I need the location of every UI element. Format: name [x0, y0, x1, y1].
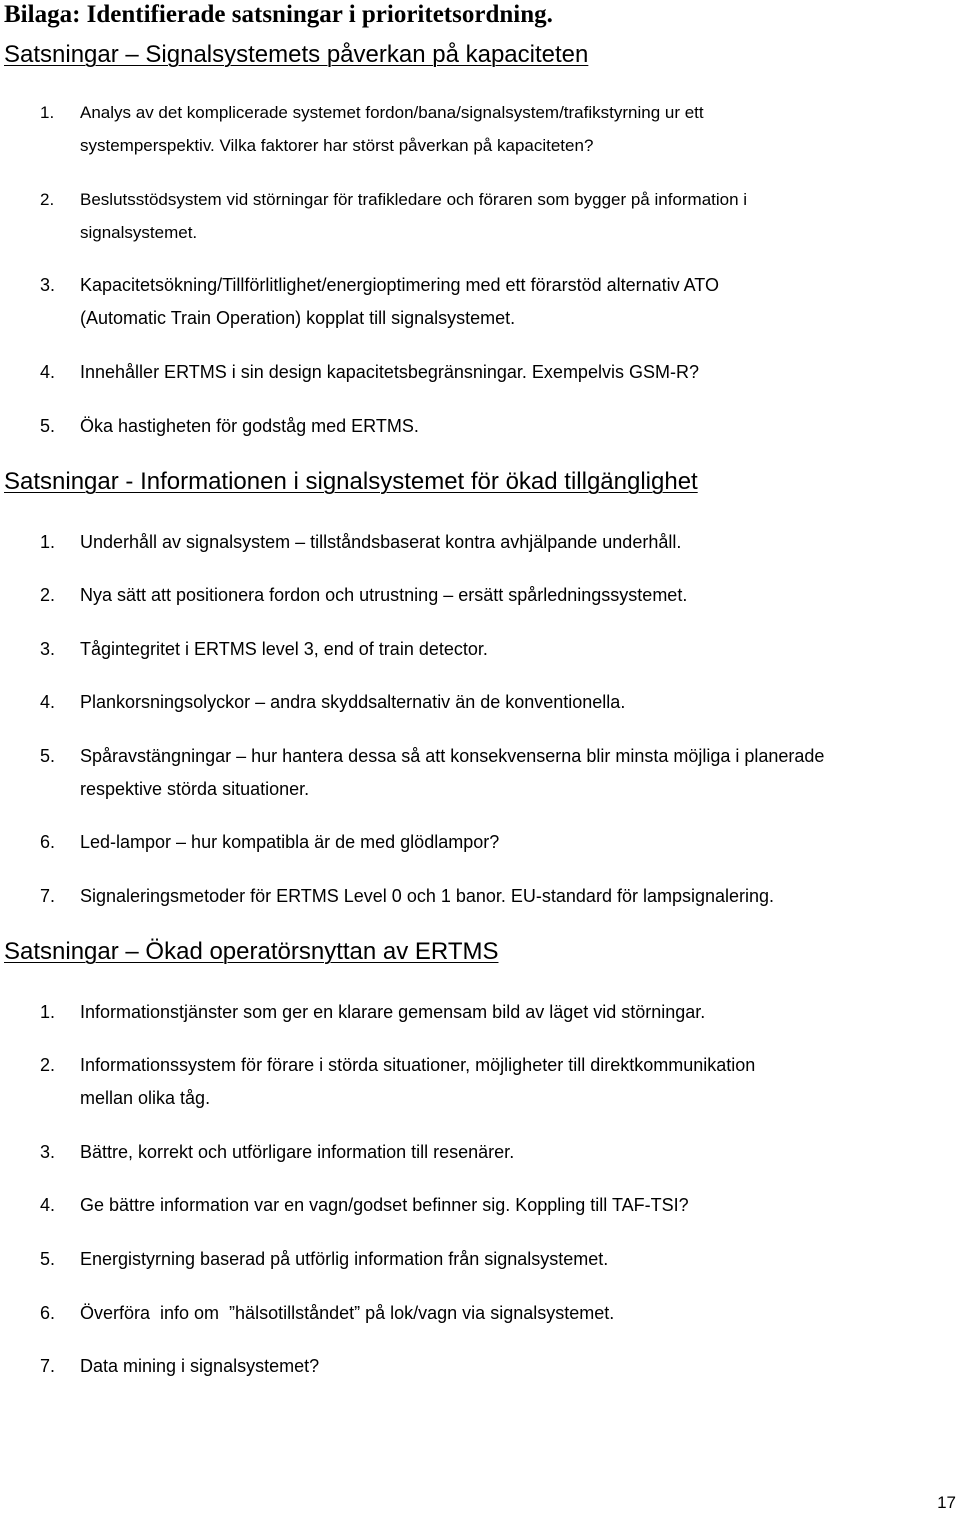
list-item: 4. Plankorsningsolyckor – andra skyddsalternativ än de konventionella. — [40, 692, 626, 712]
list-item: 4. Innehåller ERTMS i sin design kapacitetsbegränsningar. Exempelvis GSM-R? — [40, 362, 699, 382]
list-item: 3. Tågintegritet i ERTMS level 3, end of train detector. — [40, 639, 488, 659]
list-item: 6. Led-lampor – hur kompatibla är de med glödlampor? — [40, 832, 500, 852]
list-item: 2. Nya sätt att positionera fordon och utrustning – ersätt spårledningssystemet. — [40, 585, 688, 605]
section-heading-tillganglighet: Satsningar - Informationen i signalsystemet för ökad tillgänglighet — [4, 468, 698, 495]
section-heading-signalsystem-kapacitet: Satsningar – Signalsystemets påverkan på kapaciteten — [4, 41, 589, 68]
list-item: 5. Energistyrning baserad på utförlig information från signalsystemet. — [40, 1249, 609, 1269]
list-item: 1. Analys av det komplicerade systemet fordon/bana/signalsystem/trafikstyrning ur ett systemperspektiv. Vilka faktorer har störst påverkan på kapaciteten? — [40, 103, 704, 155]
list-item: 2. Informationssystem för förare i störda situationer, möjligheter till direktkommunikation mellan olika tåg. — [40, 1055, 756, 1108]
list-item: 5. Spåravstängningar – hur hantera dessa så att konsekvenserna blir minsta möjliga i planerade respektive störda situationer. — [40, 746, 825, 799]
page-number: 17 — [937, 1493, 956, 1512]
list-item: 6. Överföra info om ”hälsotillståndet” på lok/vagn via signalsystemet. — [40, 1303, 615, 1323]
list-item: 7. Signaleringsmetoder för ERTMS Level 0 och 1 banor. EU-standard för lampsignalering. — [40, 886, 775, 906]
list-item: 5. Öka hastigheten för godståg med ERTMS. — [40, 416, 419, 436]
list-item: 4. Ge bättre information var en vagn/godset befinner sig. Koppling till TAF-TSI? — [40, 1195, 689, 1215]
document-title: Bilaga: Identifierade satsningar i prioritetsordning. — [4, 1, 553, 28]
list-item: 3. Kapacitetsökning/Tillförlitlighet/energioptimering med ett förarstöd alternativ ATO (Automatic Train Operation) kopplat till signalsystemet. — [40, 275, 719, 328]
section-heading-operatorsnytta: Satsningar – Ökad operatörsnyttan av ERTMS — [4, 938, 499, 965]
list-item: 3. Bättre, korrekt och utförligare information till resenärer. — [40, 1142, 515, 1162]
list-item: 7. Data mining i signalsystemet? — [40, 1356, 320, 1376]
list-item: 2. Beslutsstödsystem vid störningar för trafikledare och föraren som bygger på information i signalsystemet. — [40, 190, 748, 242]
list-item: 1. Underhåll av signalsystem – tillståndsbaserat kontra avhjälpande underhåll. — [40, 532, 682, 552]
list-item: 1. Informationstjänster som ger en klarare gemensam bild av läget vid störningar. — [40, 1002, 706, 1022]
